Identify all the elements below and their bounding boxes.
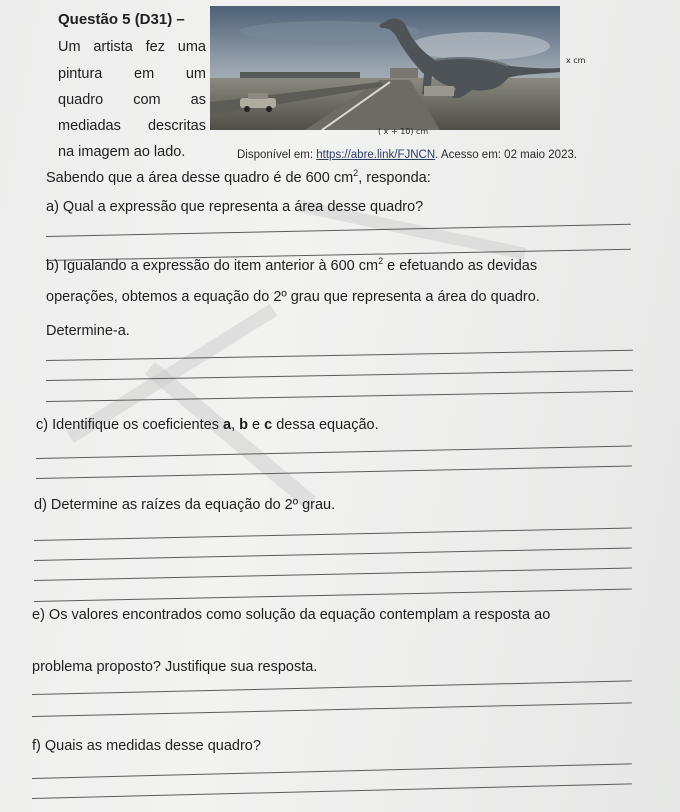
answer-line[interactable]	[32, 763, 632, 779]
intro-word: um	[185, 66, 206, 82]
coef-b: b	[239, 417, 248, 433]
intro-last-line: na imagem ao lado.	[58, 144, 186, 160]
source-citation	[237, 150, 577, 162]
intro-word: fez	[145, 39, 165, 55]
intro-line-1	[58, 39, 206, 55]
item-c-text	[36, 418, 379, 433]
item-d-text-part: d) Determine as raízes da equação do	[34, 497, 285, 513]
answer-line[interactable]	[32, 702, 632, 717]
source-suffix: . Acesso em: 02 maio 2023.	[435, 149, 578, 161]
statement-text: , responda:	[358, 170, 431, 186]
dinosaur-painting-graphic	[210, 6, 560, 130]
item-b-text: e efetuando as devidas	[383, 258, 538, 274]
item-b-text: b) Igualando a expressão do item anterior à	[46, 258, 331, 274]
intro-word: Um	[58, 39, 81, 55]
answer-line[interactable]	[34, 547, 632, 561]
item-b-text: operações, obtemos a equação do	[46, 289, 274, 305]
answer-line[interactable]	[34, 567, 632, 581]
answer-line[interactable]	[34, 527, 632, 541]
item-b-area: 600 cm	[330, 258, 379, 274]
item-c-text-part: e	[248, 417, 265, 433]
item-b-text: grau que representa a área do quadro.	[286, 289, 540, 305]
item-e-line-1: e) Os valores encontrados como solução da equação contemplam a resposta ao	[32, 607, 551, 623]
item-c-text-part: ,	[231, 417, 240, 433]
intro-word: uma	[177, 39, 206, 55]
intro-word: pintura	[58, 66, 103, 82]
answer-line[interactable]	[34, 588, 632, 602]
painting-image	[210, 6, 560, 130]
item-d-text	[34, 498, 335, 513]
coef-c: c	[264, 417, 273, 433]
item-b-exponent: 2	[378, 256, 384, 266]
problem-statement	[46, 169, 431, 186]
watermark-stroke	[145, 362, 316, 509]
item-a-text: a) Qual a expressão que representa a área desse quadro?	[46, 199, 424, 215]
item-f-text: f) Quais as medidas desse quadro?	[32, 738, 261, 754]
answer-line[interactable]	[32, 783, 632, 799]
area-value: 600 cm	[305, 170, 354, 186]
degree-label: 2º	[284, 497, 299, 513]
item-b-line-2	[46, 290, 540, 305]
intro-word: descritas	[147, 118, 206, 134]
degree-label: 2º	[273, 289, 287, 305]
answer-line[interactable]	[36, 466, 632, 480]
item-b-line-1	[46, 257, 537, 274]
area-exponent: 2	[353, 168, 359, 178]
item-d-text-part: grau.	[298, 497, 336, 513]
answer-line[interactable]	[46, 350, 633, 362]
item-c-text-part: c) Identifique os coeficientes	[36, 417, 223, 433]
intro-word: mediadas	[58, 118, 121, 134]
source-prefix: Disponível em:	[237, 149, 317, 161]
answer-line[interactable]	[46, 370, 633, 382]
item-e-line-2: problema proposto? Justifique sua resposta.	[32, 659, 318, 675]
answer-line[interactable]	[36, 446, 632, 460]
source-link[interactable]: https://abre.link/FJNCN	[316, 149, 436, 161]
intro-line-2	[58, 66, 206, 82]
intro-word: com	[133, 92, 161, 108]
statement-text: Sabendo que a área desse quadro é de	[46, 170, 306, 186]
intro-word: as	[190, 92, 206, 108]
intro-word: artista	[93, 39, 133, 55]
intro-word: quadro	[58, 92, 104, 108]
answer-line[interactable]	[32, 680, 632, 695]
question-title: Questão 5 (D31) –	[58, 11, 185, 28]
intro-line-3	[58, 92, 206, 108]
intro-word: em	[134, 66, 155, 82]
width-label: ( x + 10) cm	[378, 127, 429, 136]
item-c-text-part: dessa equação.	[272, 417, 379, 433]
coef-a: a	[223, 417, 232, 433]
item-b-line-3: Determine-a.	[46, 323, 130, 339]
height-label: x cm	[566, 56, 586, 65]
answer-line[interactable]	[46, 224, 631, 238]
intro-line-4	[58, 118, 206, 134]
